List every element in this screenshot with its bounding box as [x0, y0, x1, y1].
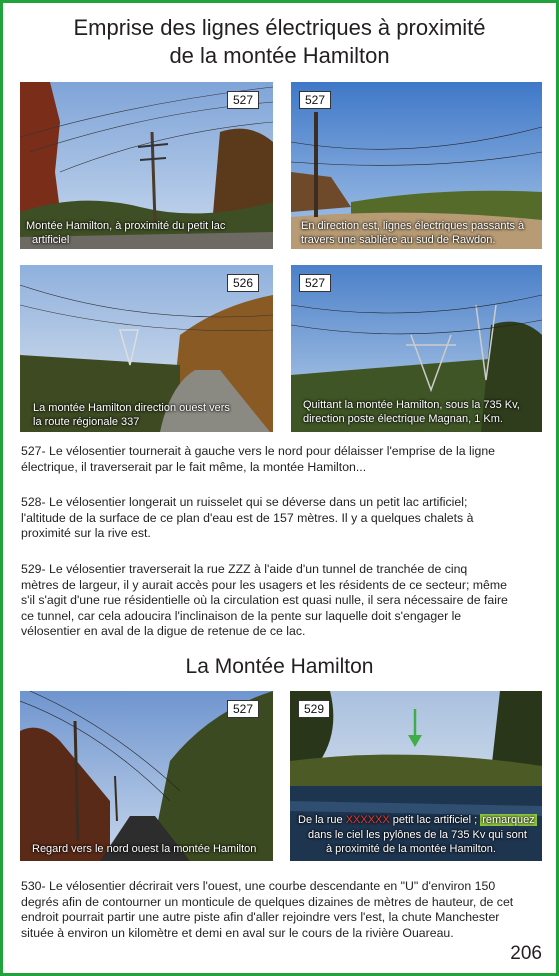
paragraph-line: vélosentier en aval de la digue de retenue de ce lac.	[21, 624, 306, 638]
page-title-line1: Emprise des lignes électriques à proximité	[73, 15, 486, 40]
paragraph-line: ce tunnel, car cela adoucira l'inclinaison de la pente sur laquelle doit s'engager le	[21, 608, 462, 623]
paragraph-line: 530- Le vélosentier décrirait vers l'ouest, une courbe descendante en "U" d'environ 150	[21, 879, 496, 893]
caption-text: petit lac artificiel ;	[389, 814, 481, 826]
photo-number-badge: 527	[299, 274, 331, 292]
photo-number-badge: 529	[298, 700, 330, 718]
photo-caption-line3: à proximité de la montée Hamilton.	[326, 843, 496, 855]
caption-text: De la rue	[298, 814, 346, 826]
photo-caption-line2: travers une sablière au sud de Rawdon.	[301, 234, 496, 246]
photo-petit-lac-artificiel	[290, 691, 542, 861]
photo-sous-735kv	[291, 265, 542, 432]
photo-caption-line1: La montée Hamilton direction ouest vers	[33, 402, 230, 414]
photo-caption-line2: direction poste électrique Magnan, 1 Km.	[303, 413, 503, 425]
paragraph-line: électrique, il traverserait par le fait même, la montée Hamilton...	[21, 459, 367, 474]
paragraph-line: mètres de largeur, il y aurait accès pour les usagers et les résidents de ce secteur; même	[21, 577, 507, 592]
photo-caption-line2: dans le ciel les pylônes de la 735 Kv qui sont	[308, 829, 527, 841]
photo-caption-line2: la route régionale 337	[33, 416, 140, 428]
photo-caption-line1: En direction est, lignes électriques passants à	[301, 220, 525, 232]
paragraph-530	[21, 879, 539, 941]
photo-caption-line1: Quittant la montée Hamilton, sous la 735 Kv,	[303, 399, 520, 411]
photo-caption-line1: Montée Hamilton, à proximité du petit lac	[26, 220, 226, 232]
photo-number-badge: 527	[227, 700, 259, 718]
paragraph-line: 527- Le vélosentier tournerait à gauche vers le nord pour délaisser l'emprise de la ligne	[21, 444, 496, 458]
photo-number-badge: 527	[227, 91, 259, 109]
photo-caption-line2: artificiel	[32, 234, 70, 246]
paragraph-line: endroit pourrait partir une autre piste afin d'aller rejoindre vers l'est, la chute Manchester	[21, 910, 500, 924]
caption-highlight: remarquez	[482, 814, 535, 826]
page-title-line2: de la montée Hamilton	[169, 43, 390, 68]
arrow-down-icon	[405, 709, 425, 749]
photo-caption: Regard vers le nord ouest la montée Hamilton	[32, 843, 257, 855]
paragraph-line: l'altitude de la surface de ce plan d'eau est de 157 mètres. Il y a quelques chalets à	[21, 510, 474, 525]
section-subtitle: La Montée Hamilton	[185, 655, 374, 678]
paragraph-529	[21, 562, 539, 640]
paragraph-line: degrés afin de contourner un monticule de quelques dizaines de mètres de hauteur, de cet	[21, 894, 514, 909]
paragraph-line: 529- Le vélosentier traverserait la rue ZZZ à l'aide d'un tunnel de tranchée de cinq	[21, 562, 468, 576]
page-number: 206	[510, 943, 542, 964]
photo-montee-hamilton-lac	[20, 82, 273, 249]
paragraph-line: située à environ un kilomètre et demi en aval sur le cours de la rivière Ouareau.	[21, 925, 454, 940]
paragraph-528	[21, 495, 539, 542]
photo-direction-est-sabliere	[291, 82, 542, 249]
paragraph-line: s'il s'agit d'une rue résidentielle où la circulation est quasi nulle, il sera nécessaire de faire	[21, 593, 508, 607]
photo-caption-line1	[298, 813, 537, 827]
paragraph-line: 528- Le vélosentier longerait un ruisselet qui se déverse dans un petit lac artificiel;	[21, 495, 468, 509]
photo-number-badge: 526	[227, 274, 259, 292]
paragraph-527	[21, 444, 539, 475]
photo-regard-nord-ouest	[20, 691, 273, 861]
caption-redacted-street: XXXXXX	[345, 814, 390, 826]
photo-direction-ouest-337	[20, 265, 273, 432]
paragraph-line: proximité sur la rive est.	[21, 526, 151, 540]
photo-number-badge: 527	[299, 91, 331, 109]
